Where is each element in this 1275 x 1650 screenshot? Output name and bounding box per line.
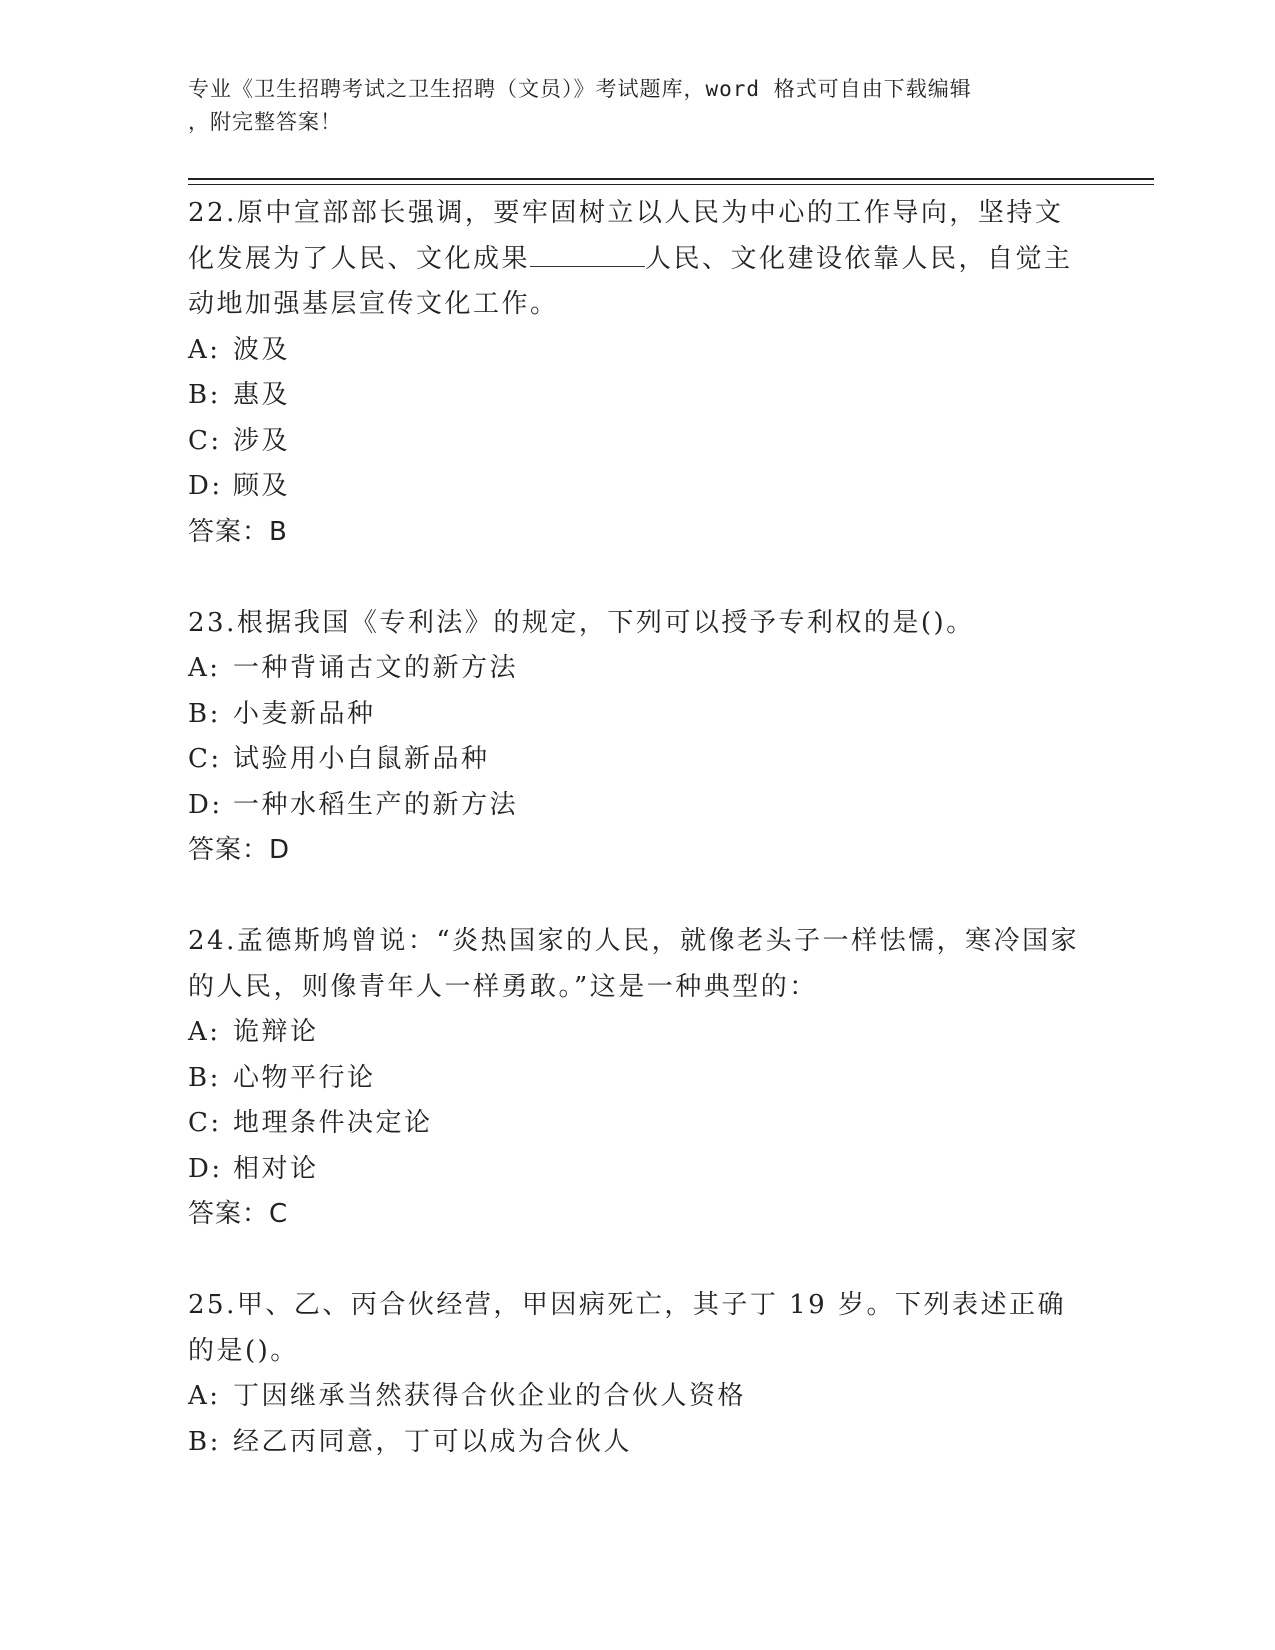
option-d [188, 783, 1088, 829]
option-text: 顾及 [233, 471, 291, 501]
option-c [188, 1101, 1088, 1147]
header-intro-line-2: ，附完整答案！ [188, 110, 342, 134]
option-text: 诡辩论 [233, 1017, 319, 1047]
option-letter: C: [188, 425, 222, 456]
option-letter: C: [188, 1108, 222, 1138]
option-a [188, 1374, 1088, 1420]
option-text: 经乙丙同意，丁可以成为合伙人 [233, 1426, 633, 1457]
option-c [188, 419, 1088, 465]
option-text: 涉及 [233, 425, 291, 456]
option-b [188, 692, 1088, 738]
option-d [188, 1147, 1088, 1193]
option-a [188, 328, 1088, 374]
option-b [188, 1056, 1088, 1102]
option-b [188, 373, 1088, 419]
option-text: 波及 [233, 334, 291, 365]
option-letter: C: [188, 744, 222, 774]
option-letter: A: [188, 653, 221, 683]
option-d [188, 464, 1088, 510]
option-letter: D: [188, 471, 223, 501]
question-text: 24.孟德斯鸠曾说：“炎热国家的人民，就像老头子一样怯懦，寒冷国家的人民，则像青年人一样勇敢。”这是一种典型的： [188, 926, 1080, 1002]
option-text: 惠及 [233, 380, 291, 410]
option-letter: B: [188, 698, 221, 729]
option-letter: B: [188, 380, 221, 410]
option-letter: D: [188, 1153, 223, 1184]
option-text: 地理条件决定论 [233, 1108, 433, 1138]
option-letter: A: [188, 334, 221, 365]
header-intro-line-1: 专业《卫生招聘考试之卫生招聘（文员）》考试题库，word 格式可自由下载编辑 [188, 77, 972, 101]
option-text: 丁因继承当然获得合伙企业的合伙人资格 [233, 1381, 747, 1411]
option-letter: A: [188, 1017, 221, 1047]
option-text: 小麦新品种 [233, 698, 376, 729]
option-text: 一种水稻生产的新方法 [233, 789, 519, 820]
option-b [188, 1420, 1088, 1466]
option-text: 试验用小白鼠新品种 [233, 744, 490, 774]
option-a [188, 646, 1088, 692]
question-text: 25.甲、乙、丙合伙经营，甲因病死亡，其子丁 19 岁。下列表述正确的是()。 [188, 1290, 1066, 1366]
option-letter: A: [188, 1381, 221, 1411]
answer-line: 答案：D [188, 835, 291, 865]
question-text: 23.根据我国《专利法》的规定，下列可以授予专利权的是()。 [188, 607, 975, 638]
question-text [188, 191, 1088, 328]
option-text: 相对论 [233, 1153, 319, 1184]
option-text: 心物平行论 [233, 1062, 376, 1093]
question-text-part-2: 人民、文化建设依靠人民，自觉主动地加强基层宣传文化工作。 [188, 243, 1073, 319]
option-letter: D: [188, 789, 223, 820]
question-24 [188, 919, 1088, 1238]
question-22 [188, 191, 1088, 555]
question-list [188, 191, 1088, 1511]
option-c [188, 737, 1088, 783]
option-a [188, 1010, 1088, 1056]
answer-line: 答案：B [188, 516, 288, 547]
document-header [188, 73, 1068, 139]
header-divider-thin [188, 184, 1154, 185]
answer-line: 答案：C [188, 1199, 289, 1229]
question-text-part-1: 22.原中宣部部长强调，要牢固树立以人民为中心的工作导向，坚持文化发展为了人民、文化成果 [188, 198, 1064, 274]
option-letter: B: [188, 1426, 221, 1457]
option-letter: B: [188, 1062, 221, 1093]
header-divider-thick [188, 178, 1154, 180]
question-23 [188, 601, 1088, 874]
option-text: 一种背诵古文的新方法 [233, 653, 519, 683]
fill-in-blank [530, 240, 645, 267]
question-25 [188, 1283, 1088, 1465]
